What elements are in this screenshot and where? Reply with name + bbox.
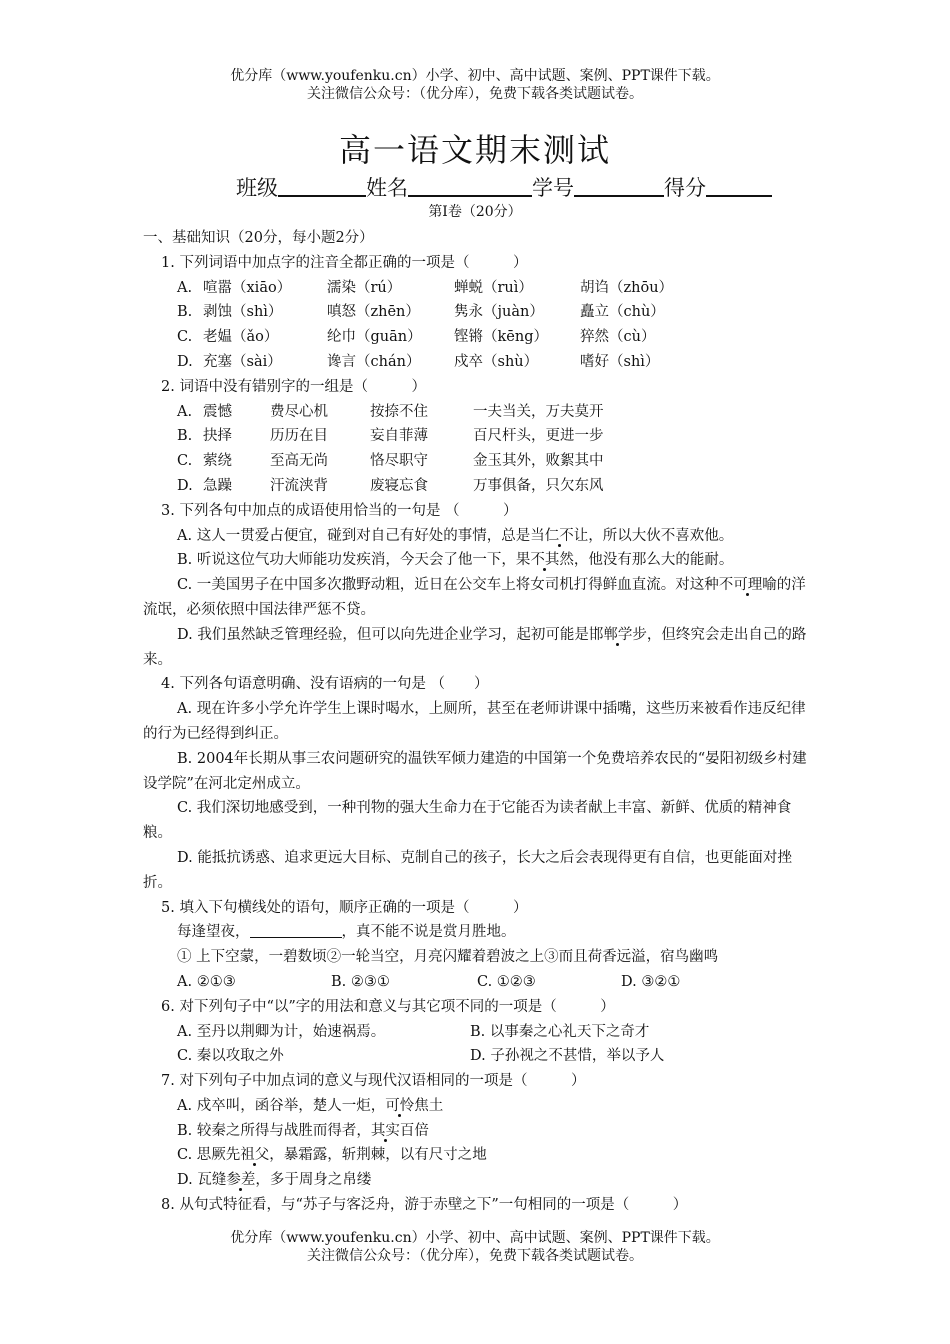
option-word: 嗔怒（zhēn）	[327, 304, 420, 321]
option-word: 嗜好（shì）	[580, 353, 660, 370]
question-4-option-b: B. 2004年长期从事三农问题研究的温铁军倾力建造的中国第一个免费培养农民的“晏阳初级乡村建设学院”在河北定州成立。	[143, 750, 807, 792]
option-letter: A.	[177, 279, 193, 296]
emphasized-word: 其实	[370, 1122, 400, 1139]
option-d: D. ③②①	[621, 973, 681, 990]
number-blank[interactable]	[574, 175, 664, 197]
part-heading: 一、基础知识（20分，每小题2分）	[143, 230, 374, 246]
number-label: 学号	[532, 176, 574, 200]
option-text: D. 瓦缝	[177, 1172, 227, 1189]
option-word: 隽永（juàn）	[454, 304, 544, 321]
class-blank[interactable]	[278, 175, 366, 197]
question-6-options-ab	[143, 1020, 811, 1045]
option-word: 胡诌（zhōu）	[580, 279, 674, 296]
question-3-option-b	[143, 548, 811, 573]
question-5-sentence	[143, 920, 811, 945]
option-text: A. 戍卒叫，函谷举，楚人一炬，	[177, 1097, 386, 1114]
option-text: B. 较秦之所得与战胜而得者，	[177, 1122, 371, 1139]
option-text: ，但终究会走出自己的路来。	[143, 626, 807, 668]
footer-line-2: 关注微信公众号：（优分库），免费下载各类试题试卷。	[307, 1248, 643, 1264]
option-letter: A.	[177, 403, 193, 420]
page-title: 高一语文期末测试	[338, 131, 611, 169]
option-word: 充塞（sài）	[203, 353, 282, 370]
question-2-option-b	[143, 424, 811, 449]
option-letter: B.	[177, 428, 193, 445]
site-header	[0, 67, 950, 103]
option-word: 汗流浃背	[270, 477, 328, 494]
option-text: 百倍	[399, 1122, 429, 1139]
header-line-1: 优分库（www.youfenku.cn）小学、初中、高中试题、案例、PPT课件下载。	[230, 68, 720, 84]
emphasized-word: 祖父	[240, 1147, 270, 1164]
score-blank[interactable]	[706, 175, 772, 197]
question-1-option-c	[143, 325, 811, 350]
option-text: 的洋流氓，必须依照中国法律严惩不贷。	[143, 577, 806, 618]
option-word: 老媪（ǎo）	[203, 329, 279, 346]
emphasized-idiom: 邯郸学步	[588, 626, 647, 643]
option-text: D. 我们虽然缺乏管理经验，但可以向先进企业学习，起初可能是	[177, 626, 589, 643]
score-label: 得分	[664, 176, 706, 200]
question-1-option-d	[143, 350, 811, 375]
option-text: B. 听说这位气功大师能功发疾消，今天会了他一下，	[177, 552, 516, 569]
question-1-option-b	[143, 300, 811, 325]
option-d: D. 子孙视之不甚惜，举以予人	[470, 1048, 665, 1065]
question-1-stem: 1. 下列词语中加点字的注音全都正确的一项是（ ）	[161, 254, 528, 271]
question-7-option-a	[143, 1094, 811, 1119]
question-6-options-cd	[143, 1044, 811, 1069]
fill-blank[interactable]	[250, 923, 342, 938]
option-text: 焦土	[414, 1097, 444, 1114]
option-word: 金玉其外，败絮其中	[473, 453, 604, 470]
question-2-stem: 2. 词语中没有错别字的一组是（ ）	[161, 378, 426, 395]
option-word: 剥蚀（shì）	[203, 304, 283, 321]
question-7-option-b	[143, 1119, 811, 1144]
option-word: 纶巾（guān）	[327, 329, 422, 346]
option-word: 谗言（chán）	[327, 353, 421, 370]
emphasized-idiom: 不可理喻	[718, 577, 777, 594]
student-info-row	[236, 174, 772, 202]
question-1-option-a	[143, 276, 811, 301]
name-label: 姓名	[366, 176, 408, 200]
question-3-option-a	[143, 524, 811, 549]
class-label: 班级	[236, 176, 278, 200]
option-letter: C.	[177, 329, 193, 346]
question-7-option-c	[143, 1143, 811, 1168]
option-letter: C.	[177, 453, 193, 470]
option-word: 铿锵（kēng）	[454, 329, 548, 346]
option-word: 百尺杆头，更进一步	[473, 428, 604, 445]
sentence-text: ，真不能不说是赏月胜地。	[341, 924, 516, 941]
question-4-option-c: C. 我们深切地感受到，一种刊物的强大生命力在于它能否为读者献上丰富、新鲜、优质的精神食粮。	[143, 800, 792, 842]
header-line-2: 关注微信公众号：（优分库），免费下载各类试题试卷。	[307, 86, 643, 102]
question-4-option-d: D. 能抵抗诱惑、追求更远大目标、克制自己的孩子，长大之后会表现得更有自信，也更能面对挫折。	[143, 849, 792, 891]
option-c: C. 秦以攻取之外	[177, 1048, 284, 1065]
emphasized-idiom: 果不其然	[515, 552, 574, 569]
question-list	[143, 226, 811, 1218]
option-word: 猝然（cù）	[580, 329, 656, 346]
question-7-option-d	[143, 1168, 811, 1193]
question-5-stem: 5. 填入下句横线处的语句，顺序正确的一项是（ ）	[161, 899, 528, 916]
question-8-stem: 8. 从句式特征看，与“苏子与客泛舟，游于赤壁之下”一句相同的一项是（ ）	[161, 1197, 688, 1214]
question-3-option-c	[143, 573, 811, 623]
option-b: B. ②③①	[331, 973, 390, 990]
option-word: 喧嚣（xiāo）	[203, 279, 292, 296]
option-letter: D.	[177, 353, 193, 370]
question-2-option-a	[143, 400, 811, 425]
option-word: 至高无尚	[270, 453, 328, 470]
option-text: ，他没有那么大的能耐。	[573, 552, 734, 569]
option-letter: D.	[177, 477, 193, 494]
option-letter: B.	[177, 304, 193, 321]
question-4-option-a: A. 现在许多小学允许学生上课时喝水，上厕所，甚至在老师讲课中插嘴，这些历来被看作违反纪律的行为已经得到纠正。	[143, 701, 806, 742]
option-word: 急躁	[203, 477, 232, 494]
option-word: 濡染（rú）	[327, 279, 402, 296]
question-7-stem: 7. 对下列句子中加点词的意义与现代汉语相同的一项是（ ）	[161, 1073, 586, 1090]
option-word: 妄自菲薄	[370, 428, 428, 445]
sentence-text: 每逢望夜，	[177, 924, 250, 941]
option-word: 戍卒（shù）	[454, 353, 539, 370]
option-c: C. ①②③	[477, 973, 536, 990]
question-3-stem: 3. 下列各句中加点的成语使用恰当的一句是 （ ）	[161, 502, 518, 519]
option-b: B. 以事秦之心礼天下之奇才	[470, 1023, 650, 1040]
question-5-clauses: ① 上下空蒙，一碧数顷②一轮当空，月亮闪耀着碧波之上③而且荷香远溢，宿鸟幽鸣	[177, 949, 719, 966]
footer-line-1: 优分库（www.youfenku.cn）小学、初中、高中试题、案例、PPT课件下载。	[230, 1230, 720, 1246]
question-6-stem: 6. 对下列句子中“以”字的用法和意义与其它项不同的一项是（ ）	[161, 998, 615, 1015]
option-word: 历历在目	[270, 428, 328, 445]
option-word: 抉择	[203, 428, 232, 445]
option-a: A. ②①③	[177, 973, 236, 990]
site-footer	[0, 1229, 950, 1265]
option-text: ，暴霜露，斩荆棘，以有尺寸之地	[269, 1147, 487, 1164]
option-text: ，多于周身之帛缕	[255, 1172, 372, 1189]
option-word: 震憾	[203, 403, 232, 420]
option-a: A. 至丹以荆卿为计，始速祸焉。	[177, 1023, 386, 1040]
option-word: 矗立（chù）	[580, 304, 665, 321]
option-word: 废寝忘食	[370, 477, 428, 494]
question-3-option-d	[143, 623, 811, 673]
option-text: A. 这人一贯爱占便宜，碰到对自己有好处的事情，总是	[177, 527, 531, 544]
option-word: 万事俱备，只欠东风	[473, 477, 604, 494]
question-4-stem: 4. 下列各句语意明确、没有语病的一句是 （ ）	[161, 676, 489, 693]
question-2-option-c	[143, 449, 811, 474]
option-text: C. 思厥先	[177, 1147, 241, 1164]
volume-heading: 第Ⅰ卷（20分）	[428, 204, 522, 220]
option-word: 恪尽职守	[370, 453, 428, 470]
question-2-option-d	[143, 474, 811, 499]
emphasized-word: 可怜	[385, 1097, 415, 1114]
option-word: 萦绕	[203, 453, 232, 470]
option-word: 蝉蜕（ruì）	[454, 279, 533, 296]
option-word: 按捺不住	[370, 403, 428, 420]
option-word: 费尽心机	[270, 403, 328, 420]
option-text: ，所以大伙不喜欢他。	[588, 527, 734, 544]
option-text: C. 一美国男子在中国多次撒野动粗，近日在公交车上将女司机打得鲜血直流。对这种	[177, 577, 719, 594]
question-5-options	[143, 970, 811, 995]
name-blank[interactable]	[408, 175, 532, 197]
option-word: 一夫当关，万夫莫开	[473, 403, 604, 420]
emphasized-word: 参差	[226, 1172, 256, 1189]
emphasized-idiom: 当仁不让	[530, 527, 589, 544]
